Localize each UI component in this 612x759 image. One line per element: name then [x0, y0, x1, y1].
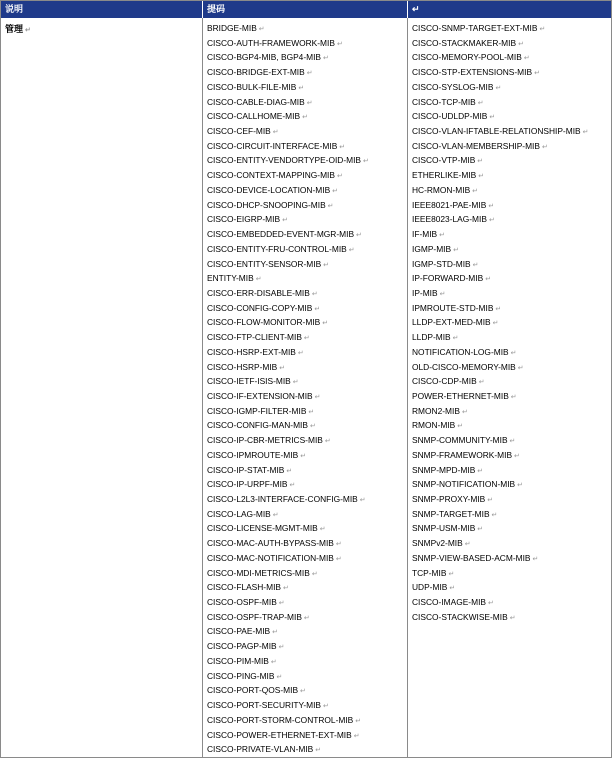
paragraph-mark: ↵ — [532, 555, 539, 563]
mib-list-item — [412, 595, 588, 610]
mib-list-item — [207, 507, 369, 522]
paragraph-mark: ↵ — [359, 497, 366, 504]
mib-name: CISCO-CALLHOME-MIB — [207, 111, 301, 122]
mib-list-item — [412, 271, 588, 286]
paragraph-mark: ↵ — [311, 570, 318, 578]
mib-list-item — [412, 492, 588, 507]
mib-name: CISCO-PORT-STORM-CONTROL-MIB — [207, 714, 354, 725]
mib-list-item — [207, 566, 369, 581]
mib-name: CISCO-PORT-SECURITY-MIB — [207, 700, 322, 711]
mib-name: CISCO-BGP4-MIB, BGP4-MIB — [207, 52, 322, 63]
mib-name: CISCO-MAC-AUTH-BYPASS-MIB — [207, 538, 334, 549]
paragraph-mark: ↵ — [517, 482, 524, 490]
paragraph-mark: ↵ — [478, 173, 485, 181]
mib-list-item — [412, 463, 588, 478]
mib-name: CISCO-TCP-MIB — [412, 96, 476, 107]
mib-list-item — [412, 212, 588, 227]
mib-name: CISCO-ERR-DISABLE-MIB — [207, 287, 310, 298]
mib-list-item — [207, 227, 369, 242]
paragraph-mark: ↵ — [297, 349, 304, 357]
mib-name: ENTITY-MIB — [207, 273, 254, 284]
mib-list-item — [412, 227, 588, 242]
mib-list-item — [207, 65, 369, 80]
mib-name: CISCO-CONFIG-MAN-MIB — [207, 420, 308, 431]
mib-name: CISCO-PAE-MIB — [207, 626, 271, 637]
paragraph-mark: ↵ — [270, 658, 277, 666]
paragraph-mark: ↵ — [323, 55, 329, 63]
paragraph-mark: ↵ — [308, 408, 315, 416]
paragraph-mark: ↵ — [272, 511, 279, 519]
paragraph-mark: ↵ — [335, 555, 342, 563]
mib-name: SNMP-COMMUNITY-MIB — [412, 435, 508, 446]
paragraph-mark: ↵ — [25, 27, 31, 34]
mib-list-item — [412, 448, 588, 463]
mib-name: CISCO-ENTITY-VENDORTYPE-OID-MIB — [207, 155, 362, 166]
mib-list-item — [207, 124, 369, 139]
mib-name: CISCO-DEVICE-LOCATION-MIB — [207, 184, 331, 195]
mib-name: CISCO-LAG-MIB — [207, 508, 271, 519]
paragraph-mark: ↵ — [539, 26, 546, 33]
paragraph-mark: ↵ — [478, 379, 485, 387]
mib-name: SNMP-MPD-MIB — [412, 464, 476, 475]
mib-name: IGMP-STD-MIB — [412, 258, 471, 269]
mib-list-item — [207, 639, 369, 654]
mib-list-item — [412, 610, 588, 625]
paragraph-mark: ↵ — [510, 393, 517, 401]
mib-name: IEEE8021-PAE-MIB — [412, 199, 487, 210]
paragraph-mark: ↵ — [323, 703, 329, 711]
mib-name: SNMP-FRAMEWORK-MIB — [412, 449, 513, 460]
mib-name: SNMP-NOTIFICATION-MIB — [412, 479, 516, 490]
mib-list-item — [412, 521, 588, 536]
mib-list-item — [412, 257, 588, 272]
mib-name: CISCO-CIRCUIT-INTERFACE-MIB — [207, 140, 338, 151]
paragraph-mark: ↵ — [439, 290, 446, 298]
mib-name: CISCO-IP-STAT-MIB — [207, 464, 285, 475]
mib-name: CISCO-MEMORY-POOL-MIB — [412, 52, 522, 63]
paragraph-mark: ↵ — [314, 305, 321, 313]
paragraph-mark: ↵ — [457, 423, 464, 431]
mib-list-item — [207, 374, 369, 389]
paragraph-mark: ↵ — [332, 187, 339, 195]
mib-name: LLDP-EXT-MED-MIB — [412, 317, 491, 328]
paragraph-mark: ↵ — [477, 526, 484, 534]
mib-name: CISCO-PING-MIB — [207, 670, 275, 681]
paragraph-mark: ↵ — [495, 305, 502, 313]
mib-name: IPMROUTE-STD-MIB — [412, 302, 494, 313]
paragraph-mark: ↵ — [509, 614, 516, 622]
mib-list-item — [412, 389, 588, 404]
mib-list-item — [207, 301, 369, 316]
paragraph-mark: ↵ — [324, 438, 331, 446]
mib-name: CISCO-FLOW-MONITOR-MIB — [207, 317, 321, 328]
paragraph-mark: ↵ — [306, 99, 313, 107]
mib-list-item — [207, 521, 369, 536]
paragraph-mark: ↵ — [278, 600, 285, 608]
paragraph-mark: ↵ — [303, 335, 310, 343]
mib-list-item — [412, 507, 588, 522]
mib-list-item — [207, 463, 369, 478]
paragraph-mark: ↵ — [461, 408, 468, 416]
paragraph-mark: ↵ — [477, 99, 484, 107]
mib-name: CISCO-PAGP-MIB — [207, 641, 277, 652]
mib-list-item — [207, 389, 369, 404]
paragraph-mark: ↵ — [510, 349, 517, 357]
mib-list-item — [412, 286, 588, 301]
mib-name: POWER-ETHERNET-MIB — [412, 390, 509, 401]
mib-list-item — [207, 345, 369, 360]
paragraph-mark: ↵ — [298, 84, 305, 92]
mib-name: IF-MIB — [412, 229, 438, 240]
mib-list-item — [207, 624, 369, 639]
mib-list-item — [207, 242, 369, 257]
mib-list-item — [412, 139, 588, 154]
paragraph-mark: ↵ — [449, 585, 456, 593]
paragraph-mark: ↵ — [439, 232, 445, 240]
paragraph-mark: ↵ — [488, 217, 495, 225]
mib-list-item — [207, 183, 369, 198]
mib-name: CISCO-FLASH-MIB — [207, 582, 281, 593]
paragraph-mark: ↵ — [353, 732, 360, 740]
paragraph-mark: ↵ — [258, 26, 265, 33]
mib-name: IP-FORWARD-MIB — [412, 273, 484, 284]
mib-list-item — [412, 536, 588, 551]
mib-name: CISCO-STACKWISE-MIB — [412, 611, 508, 622]
mib-list-item — [412, 566, 588, 581]
paragraph-mark: ↵ — [314, 393, 321, 401]
mib-name: CISCO-CONTEXT-MAPPING-MIB — [207, 170, 335, 181]
mib-name: CISCO-UDLDP-MIB — [412, 111, 488, 122]
mib-name: CISCO-IP-URPF-MIB — [207, 479, 288, 490]
mib-name: CISCO-HSRP-MIB — [207, 361, 278, 372]
mib-name: CISCO-IGMP-FILTER-MIB — [207, 405, 307, 416]
mib-list-item — [412, 374, 588, 389]
paragraph-mark: ↵ — [356, 232, 362, 240]
mib-name: CISCO-IETF-ISIS-MIB — [207, 376, 291, 387]
mib-list-item — [207, 610, 369, 625]
mib-list-item — [412, 477, 588, 492]
mib-list-item — [412, 551, 588, 566]
paragraph-mark: ↵ — [279, 364, 286, 372]
paragraph-mark: ↵ — [491, 511, 498, 519]
paragraph-mark: ↵ — [339, 143, 346, 151]
paragraph-mark: ↵ — [523, 55, 530, 63]
paragraph-mark: ↵ — [322, 320, 329, 328]
mib-list-item — [207, 80, 369, 95]
mib-name: CISCO-PRIVATE-VLAN-MIB — [207, 744, 314, 755]
mib-list-item — [412, 95, 588, 110]
mib-name: CISCO-VTP-MIB — [412, 155, 476, 166]
paragraph-mark: ↵ — [283, 585, 289, 593]
mib-name: CISCO-SYSLOG-MIB — [412, 81, 494, 92]
mib-name: CISCO-ENTITY-SENSOR-MIB — [207, 258, 322, 269]
mib-name: CISCO-OSPF-MIB — [207, 597, 277, 608]
paragraph-mark: ↵ — [517, 364, 524, 372]
mib-list-item — [207, 168, 369, 183]
header-return-mark: ↵ — [407, 1, 611, 18]
mib-name: ETHERLIKE-MIB — [412, 170, 477, 181]
paragraph-mark: ↵ — [464, 541, 471, 549]
mib-name: CISCO-CABLE-DIAG-MIB — [207, 96, 305, 107]
mib-name: HC-RMON-MIB — [412, 184, 471, 195]
paragraph-mark: ↵ — [306, 70, 313, 78]
mib-list-item — [207, 257, 369, 272]
mib-name: CISCO-CEF-MIB — [207, 126, 271, 137]
mib-list-item — [412, 21, 588, 36]
mib-name: LLDP-MIB — [412, 332, 451, 343]
mib-list-item — [207, 580, 369, 595]
mib-list-item — [207, 36, 369, 51]
mib-list-item — [207, 713, 369, 728]
mib-list-item — [412, 345, 588, 360]
mib-list-item — [412, 153, 588, 168]
mib-name: RMON2-MIB — [412, 405, 460, 416]
mib-name: CISCO-SNMP-TARGET-EXT-MIB — [412, 23, 538, 33]
mib-name: CISCO-MDI-METRICS-MIB — [207, 567, 310, 578]
table-header-row — [1, 1, 611, 18]
paragraph-mark: ↵ — [292, 379, 299, 387]
mib-name: SNMP-USM-MIB — [412, 523, 476, 534]
mib-name: RMON-MIB — [412, 420, 456, 431]
mib-name: IP-MIB — [412, 287, 438, 298]
mib-list-item — [207, 109, 369, 124]
paragraph-mark: ↵ — [495, 84, 502, 92]
mib-name: IGMP-MIB — [412, 243, 452, 254]
mib-list-column-1 — [207, 21, 369, 757]
mib-list-item — [207, 698, 369, 713]
mib-list-item — [207, 433, 369, 448]
paragraph-mark: ↵ — [363, 158, 369, 166]
paragraph-mark: ↵ — [477, 158, 484, 166]
mib-name: CISCO-STP-EXTENSIONS-MIB — [412, 67, 533, 78]
paragraph-mark: ↵ — [355, 717, 362, 725]
mib-list-item — [207, 595, 369, 610]
paragraph-mark: ↵ — [278, 644, 285, 652]
mib-name: IEEE8023-LAG-MIB — [412, 214, 487, 225]
mib-name: CISCO-MAC-NOTIFICATION-MIB — [207, 552, 334, 563]
paragraph-mark: ↵ — [309, 423, 316, 431]
mib-list-item — [412, 330, 588, 345]
mib-list-item — [207, 683, 369, 698]
mib-name: CISCO-L2L3-INTERFACE-CONFIG-MIB — [207, 494, 358, 504]
mib-list-item — [412, 242, 588, 257]
paragraph-mark: ↵ — [319, 526, 326, 534]
paragraph-mark: ↵ — [492, 320, 499, 328]
mib-list-item — [207, 669, 369, 684]
paragraph-mark: ↵ — [514, 452, 520, 460]
paragraph-mark: ↵ — [488, 202, 495, 210]
mib-name: CISCO-OSPF-TRAP-MIB — [207, 611, 302, 622]
mib-list-item — [412, 198, 588, 213]
mib-list-item — [207, 742, 369, 757]
column-divider — [407, 18, 408, 757]
mib-name: SNMP-PROXY-MIB — [412, 494, 486, 504]
paragraph-mark: ↵ — [323, 261, 330, 269]
mib-list-item — [207, 50, 369, 65]
mib-list-item — [412, 50, 588, 65]
paragraph-mark: ↵ — [487, 600, 494, 608]
mib-list-item — [412, 183, 588, 198]
mib-name: CISCO-PORT-QOS-MIB — [207, 685, 299, 696]
mib-name: CISCO-HSRP-EXT-MIB — [207, 346, 296, 357]
mib-list-item — [207, 654, 369, 669]
mib-name: CISCO-IF-EXTENSION-MIB — [207, 390, 313, 401]
mib-list-item — [207, 21, 369, 36]
mib-name: TCP-MIB — [412, 567, 447, 578]
mib-list-item — [207, 448, 369, 463]
mib-list-item — [412, 36, 588, 51]
mib-name: UDP-MIB — [412, 582, 448, 593]
mib-list-item — [412, 109, 588, 124]
mib-list-column-2 — [412, 21, 588, 624]
paragraph-mark: ↵ — [315, 747, 322, 755]
mib-list-item — [207, 271, 369, 286]
paragraph-mark: ↵ — [303, 614, 310, 622]
mib-name: CISCO-VLAN-MEMBERSHIP-MIB — [412, 140, 540, 151]
mib-name: CISCO-DHCP-SNOOPING-MIB — [207, 199, 326, 210]
paragraph-mark: ↵ — [472, 187, 479, 195]
paragraph-mark: ↵ — [487, 497, 494, 504]
mib-name: CISCO-CONFIG-COPY-MIB — [207, 302, 313, 313]
mib-name: CISCO-AUTH-FRAMEWORK-MIB — [207, 37, 335, 48]
mib-list-item — [412, 404, 588, 419]
mib-name: CISCO-IMAGE-MIB — [412, 597, 486, 608]
mib-name: CISCO-POWER-ETHERNET-EXT-MIB — [207, 729, 352, 740]
mib-list-item — [412, 360, 588, 375]
paragraph-mark: ↵ — [453, 246, 459, 254]
mib-list-item — [412, 315, 588, 330]
mib-list-item — [412, 418, 588, 433]
paragraph-mark: ↵ — [276, 673, 283, 681]
mib-list-item — [207, 95, 369, 110]
paragraph-mark: ↵ — [327, 202, 334, 210]
paragraph-mark: ↵ — [477, 467, 484, 475]
mib-name: CISCO-STACKMAKER-MIB — [412, 37, 517, 48]
paragraph-mark: ↵ — [286, 467, 293, 475]
paragraph-mark: ↵ — [302, 114, 308, 122]
paragraph-mark: ↵ — [518, 40, 524, 48]
paragraph-mark: ↵ — [348, 246, 355, 254]
category-label: 管理 ↵ — [5, 24, 31, 34]
paragraph-mark: ↵ — [452, 335, 459, 343]
paragraph-mark: ↵ — [335, 541, 342, 549]
mib-name: SNMPv2-MIB — [412, 538, 463, 549]
mib-list-item — [412, 168, 588, 183]
mib-name: SNMP-VIEW-BASED-ACM-MIB — [412, 552, 531, 563]
paragraph-mark: ↵ — [300, 452, 307, 460]
mib-name: CISCO-IP-CBR-METRICS-MIB — [207, 435, 323, 446]
mib-list-item — [412, 65, 588, 80]
mib-name: CISCO-EMBEDDED-EVENT-MGR-MIB — [207, 229, 355, 240]
header-mib: 提码 — [202, 1, 407, 18]
mib-list-item — [207, 551, 369, 566]
mib-name: CISCO-LICENSE-MGMT-MIB — [207, 523, 318, 534]
mib-list-item — [412, 124, 588, 139]
paragraph-mark: ↵ — [255, 276, 262, 284]
paragraph-mark: ↵ — [272, 129, 279, 137]
paragraph-mark: ↵ — [541, 143, 548, 151]
mib-name: CISCO-PIM-MIB — [207, 655, 269, 666]
mib-name: CISCO-CDP-MIB — [412, 376, 477, 387]
mib-list-item — [412, 301, 588, 316]
paragraph-mark: ↵ — [336, 173, 343, 181]
mib-name: OLD-CISCO-MEMORY-MIB — [412, 361, 516, 372]
paragraph-mark: ↵ — [300, 688, 306, 696]
paragraph-mark: ↵ — [472, 261, 479, 269]
mib-list-item — [207, 728, 369, 743]
paragraph-mark: ↵ — [282, 217, 288, 225]
mib-list-item — [207, 286, 369, 301]
mib-name: SNMP-TARGET-MIB — [412, 508, 490, 519]
mib-list-item — [207, 330, 369, 345]
paragraph-mark: ↵ — [582, 129, 589, 137]
paragraph-mark: ↵ — [448, 570, 455, 578]
mib-list-item — [207, 198, 369, 213]
mib-list-item — [207, 477, 369, 492]
column-divider — [202, 18, 203, 757]
mib-list-item — [207, 492, 369, 507]
mib-list-item — [207, 153, 369, 168]
paragraph-mark: ↵ — [489, 114, 496, 122]
mib-name: CISCO-BULK-FILE-MIB — [207, 81, 297, 92]
mib-list-item — [207, 139, 369, 154]
mib-list-item — [207, 315, 369, 330]
mib-list-item — [207, 536, 369, 551]
mib-name: NOTIFICATION-LOG-MIB — [412, 346, 509, 357]
paragraph-mark: ↵ — [272, 629, 279, 637]
mib-list-item — [207, 360, 369, 375]
mib-list-item — [207, 404, 369, 419]
paragraph-mark: ↵ — [311, 290, 318, 298]
mib-list-item — [207, 212, 369, 227]
mib-name: CISCO-IPMROUTE-MIB — [207, 449, 299, 460]
mib-name: CISCO-BRIDGE-EXT-MIB — [207, 67, 305, 78]
mib-list-item — [207, 418, 369, 433]
paragraph-mark: ↵ — [534, 70, 540, 78]
mib-name: CISCO-VLAN-IFTABLE-RELATIONSHIP-MIB — [412, 126, 581, 137]
paragraph-mark: ↵ — [336, 40, 343, 48]
mib-list-item — [412, 80, 588, 95]
mib-list-item — [412, 433, 588, 448]
mib-name: CISCO-ENTITY-FRU-CONTROL-MIB — [207, 243, 347, 254]
mib-name: CISCO-FTP-CLIENT-MIB — [207, 332, 302, 343]
header-description: 说明 — [5, 4, 24, 14]
mib-list-item — [412, 580, 588, 595]
paragraph-mark: ↵ — [509, 438, 516, 446]
paragraph-mark: ↵ — [485, 276, 492, 284]
mib-name: CISCO-EIGRP-MIB — [207, 214, 281, 225]
mib-name: BRIDGE-MIB — [207, 23, 257, 33]
paragraph-mark: ↵ — [289, 482, 296, 490]
